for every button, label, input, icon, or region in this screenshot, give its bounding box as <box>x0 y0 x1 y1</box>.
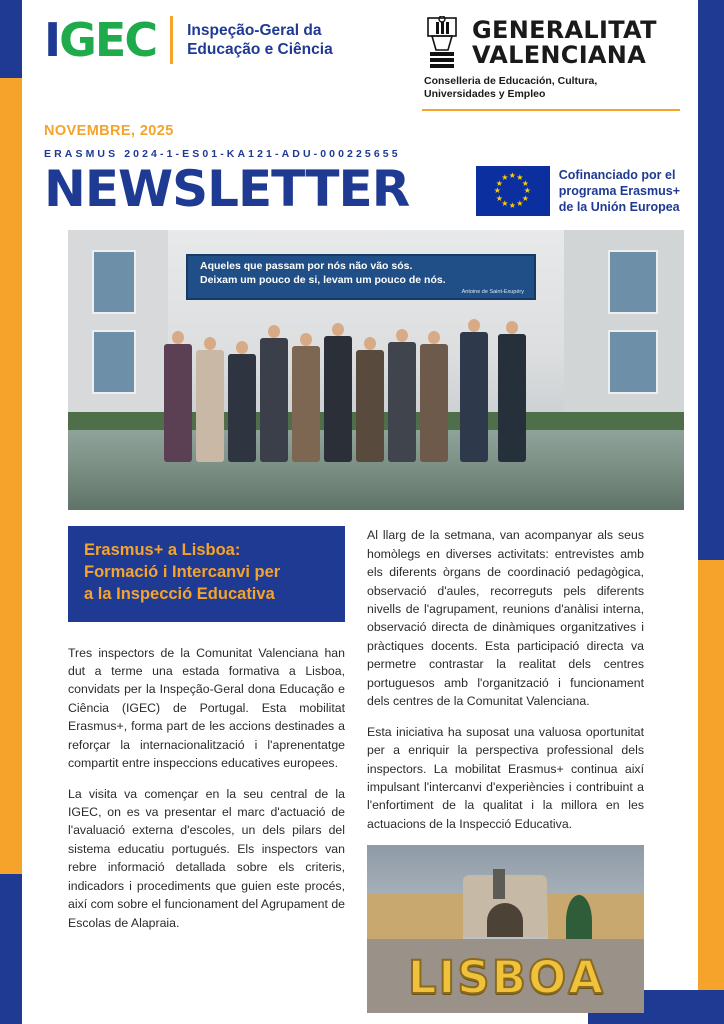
right-paragraph-1: Al llarg de la setmana, van acompanyar als seus homòlegs en diverses activitats: entrevistes amb els diferents òrgans de coordinació pedagògica, observació d'aules, recorreguts pels diferents nivells de l'agrupament, reunions d'anàlisi interna, observació directa de dinàmiques organitzatives i pràctiques docents. Esta participació directa va permetre contrastar la realitat dels centres portuguesos amb l'organització i funcionament dels centres de la Comunitat Valenciana. <box>367 528 644 709</box>
gv-name-line1: GENERALITAT <box>472 16 657 45</box>
right-column <box>367 526 644 1013</box>
igec-logo <box>44 13 333 67</box>
gv-name <box>472 18 657 67</box>
igec-letter-e: E <box>94 13 125 67</box>
lisboa-letter: L <box>407 950 437 1004</box>
lisboa-letters <box>373 947 638 1007</box>
callout-line3: a la Inspecció Educativa <box>84 584 275 603</box>
callout-line1: Erasmus+ a Lisboa: <box>84 541 241 560</box>
right-navy-bar-bottom <box>698 990 724 1024</box>
eu-star-icon: ★ <box>516 199 524 209</box>
lisboa-photo <box>367 845 644 1013</box>
eu-star-icon: ★ <box>495 193 503 203</box>
hero-person <box>228 354 256 462</box>
hero-person <box>260 338 288 462</box>
hero-photo <box>68 230 684 510</box>
eu-funding-line1: Cofinanciado por el <box>558 168 676 183</box>
lisboa-building-right <box>548 893 644 939</box>
gv-dept-line1: Conselleria de Educación, Cultura, <box>424 75 598 87</box>
hero-window <box>608 250 658 314</box>
hero-person <box>292 346 320 462</box>
callout-line2: Formació i Intercanvi per <box>84 563 281 582</box>
eu-star-icon: ★ <box>521 178 529 188</box>
eu-star-icon: ★ <box>516 173 524 183</box>
hero-quote-attribution: Antoine de Saint-Exupéry <box>461 289 524 296</box>
eu-star-icon: ★ <box>523 186 531 196</box>
hero-person <box>388 342 416 462</box>
hero-person <box>460 332 488 462</box>
page-title: NEWSLETTER <box>44 160 410 219</box>
article-columns <box>22 510 698 1013</box>
left-navy-bar-top <box>0 0 22 78</box>
eu-star-icon: ★ <box>493 186 501 196</box>
eu-star-icon: ★ <box>521 193 529 203</box>
eu-funding-text <box>559 167 680 215</box>
lisboa-letter: S <box>457 950 490 1004</box>
igec-subtitle-line1: Inspeção-Geral da <box>187 21 322 39</box>
igec-subtitle-line2: Educação e Ciência <box>187 41 333 58</box>
gv-name-row <box>422 16 680 70</box>
right-orange-bar <box>698 560 724 990</box>
hero-person <box>196 350 224 462</box>
igec-divider <box>170 16 173 64</box>
hero-quote-line2: Deixam um pouco de si, levam um pouco de nós. <box>200 274 446 287</box>
left-navy-bar-bottom <box>0 874 22 1024</box>
article-callout-title <box>68 526 345 621</box>
igec-subtitle <box>187 21 333 60</box>
lisboa-letter: B <box>491 950 527 1004</box>
eu-star-icon: ★ <box>508 171 516 181</box>
right-paragraph-2: Esta iniciativa ha suposat una valuosa oportunitat per a enriquir la perspectiva professional dels inspectors. La mobilitat Erasmus+ continua així impulsant l'intercanvi d'experiències i contribuint a l'enfortiment de la qualitat i la millora en les actuacions de la Inspecció Educativa. <box>367 724 644 831</box>
igec-letter-g: G <box>59 13 95 67</box>
lisboa-letter: I <box>438 950 456 1004</box>
igec-letter-i: I <box>44 13 60 67</box>
lisboa-statue <box>493 869 505 899</box>
hero-window <box>92 250 136 314</box>
hero-person <box>498 334 526 462</box>
newsletter-page <box>22 0 698 1024</box>
eu-star-icon: ★ <box>508 201 516 211</box>
lisboa-building-left <box>367 893 463 939</box>
title-block <box>22 111 698 219</box>
eu-star-icon: ★ <box>501 199 509 209</box>
hero-person <box>324 336 352 462</box>
eu-funding-block <box>476 166 684 216</box>
left-paragraph-1: Tres inspectors de la Comunitat Valenciana han dut a terme una estada formativa a Lisboa, convidats per la Inspeção-Geral dona Educação e Ciência (IGEC) de Portugal. Esta mobilitat Erasmus+, forma part de les accions destinades a reforçar la internacionalització i l'aprenentatge compartit entre inspeccions educatives europees. <box>68 645 345 771</box>
gv-name-line2: VALENCIANA <box>472 41 647 69</box>
left-orange-bar <box>0 0 22 1024</box>
igec-acronym <box>44 13 157 67</box>
eu-funding-line3: de la Unión Europea <box>558 200 680 215</box>
hero-window <box>92 330 136 394</box>
left-column <box>68 526 345 1013</box>
hero-person <box>164 344 192 462</box>
lisboa-arch-opening <box>487 903 523 937</box>
lisboa-letter: A <box>568 950 604 1004</box>
generalitat-valenciana-logo <box>422 16 684 111</box>
hero-quote-banner <box>186 254 536 300</box>
hero-quote-line1: Aqueles que passam por nós não vão sós. <box>200 260 413 273</box>
gv-department <box>422 75 680 101</box>
eu-star-icon: ★ <box>495 178 503 188</box>
lisboa-letter: O <box>528 950 567 1004</box>
document-header <box>22 0 698 111</box>
eu-flag-icon <box>476 166 550 216</box>
eu-star-icon: ★ <box>501 173 509 183</box>
issue-month: NOVEMBRE, 2025 <box>44 123 174 140</box>
eu-funding-line2: programa Erasmus+ <box>558 184 680 199</box>
headline-row <box>44 160 684 219</box>
hero-person <box>420 344 448 462</box>
project-code: ERASMUS 2024-1-ES01-KA121-ADU-000225655 <box>44 148 401 161</box>
igec-letter-c: C <box>124 13 157 67</box>
left-paragraph-2: La visita va començar en la seu central de la IGEC, on es va presentar el marc d'actuació de l'avaluació externa d'escoles, un dels pilars del sistema educatiu portugués. Els inspectors van rebre informació detallada sobre els criteris, indicadors i procediments que guien este procés, així com sobre el funcionament del Agrupament de Escolas de Alapraia. <box>68 786 345 930</box>
gv-dept-line2: Universidades y Empleo <box>424 88 546 101</box>
right-navy-bar <box>698 0 724 560</box>
hero-person <box>356 350 384 462</box>
hero-window <box>608 330 658 394</box>
coat-of-arms-icon <box>422 16 462 70</box>
